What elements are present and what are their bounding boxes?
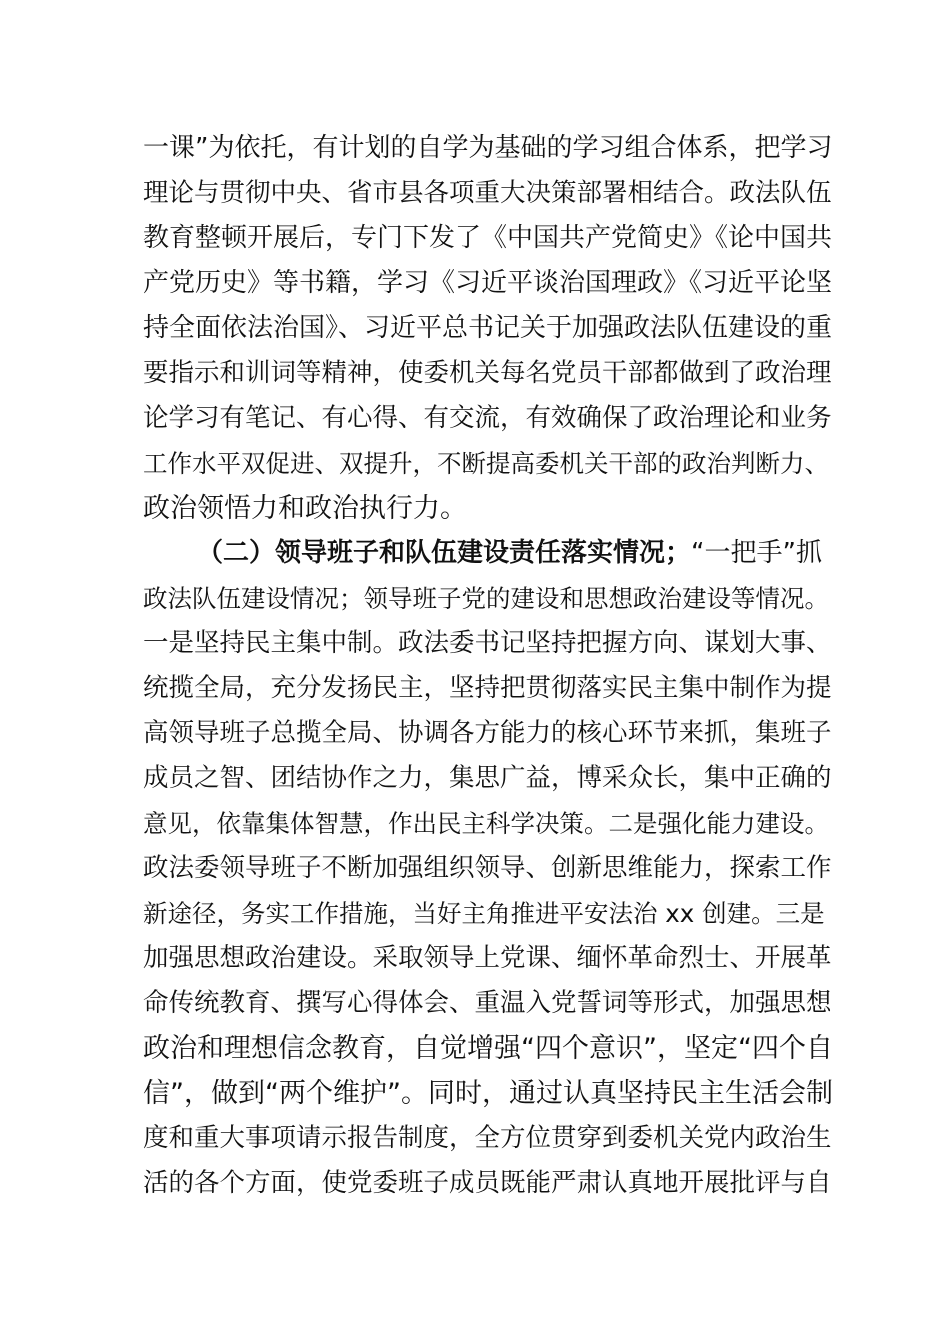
text-line-13: 统揽全局，充分发扬民主，坚持把贯彻落实民主集中制作为提 xyxy=(143,673,832,703)
text-line-5: 持全面依法治国》、习近平总书记关于加强政法队伍建设的重 xyxy=(143,313,833,343)
section-heading-line xyxy=(197,531,833,576)
text-line-15: 成员之智、团结协作之力，集思广益，博采众长，集中正确的 xyxy=(143,763,832,793)
text-line-12: 一是坚持民主集中制。政法委书记坚持把握方向、谋划大事、 xyxy=(143,628,832,658)
text-line-23: 度和重大事项请示报告制度，全方位贯穿到委机关党内政治生 xyxy=(143,1123,832,1153)
text-line-2: 理论与贯彻中央、省市县各项重大决策部署相结合。政法队伍 xyxy=(143,178,832,208)
text-line-1: 一课”为依托，有计划的自学为基础的学习组合体系，把学习 xyxy=(143,133,833,163)
text-line-16: 意见，依靠集体智慧，作出民主科学决策。二是强化能力建设。 xyxy=(143,809,829,838)
section-heading: （二）领导班子和队伍建设责任落实情况； xyxy=(197,538,692,568)
text-line-22: 信”，做到“两个维护”。同时，通过认真坚持民主生活会制 xyxy=(143,1078,833,1109)
text-line-17: 政法委领导班子不断加强组织领导、创新思维能力，探索工作 xyxy=(143,853,832,883)
text-line-8: 工作水平双促进、双提升，不断提高委机关干部的政治判断力、 xyxy=(143,449,829,478)
text-line-24: 活的各个方面，使党委班子成员既能严肃认真地开展批评与自 xyxy=(143,1168,832,1198)
text-line-9: 政治领悟力和政治执行力。 xyxy=(143,493,467,524)
text-line-19: 加强思想政治建设。采取领导上党课、缅怀革命烈士、开展革 xyxy=(143,943,832,973)
text-line-18: 新途径，务实工作措施，当好主角推进平安法治 xx 创建。三是 xyxy=(143,899,825,928)
text-line-11: 政法队伍建设情况；领导班子党的建设和思想政治建设等情况。 xyxy=(143,584,829,613)
section-heading-tail: “一把手”抓 xyxy=(691,538,822,568)
text-line-6: 要指示和训词等精神，使委机关每名党员干部都做到了政治理 xyxy=(143,358,832,388)
text-line-3: 教育整顿开展后，专门下发了《中国共产党简史》《论中国共 xyxy=(143,223,833,253)
text-line-14: 高领导班子总揽全局、协调各方能力的核心环节来抓，集班子 xyxy=(143,718,832,748)
text-line-20: 命传统教育、撰写心得体会、重温入党誓词等形式，加强思想 xyxy=(143,988,832,1018)
text-line-7: 论学习有笔记、有心得、有交流，有效确保了政治理论和业务 xyxy=(143,403,832,433)
text-line-4: 产党历史》等书籍，学习《习近平谈治国理政》《习近平论坚 xyxy=(143,268,833,298)
text-line-21: 政治和理想信念教育，自觉增强“四个意识”，坚定“四个自 xyxy=(143,1033,833,1064)
